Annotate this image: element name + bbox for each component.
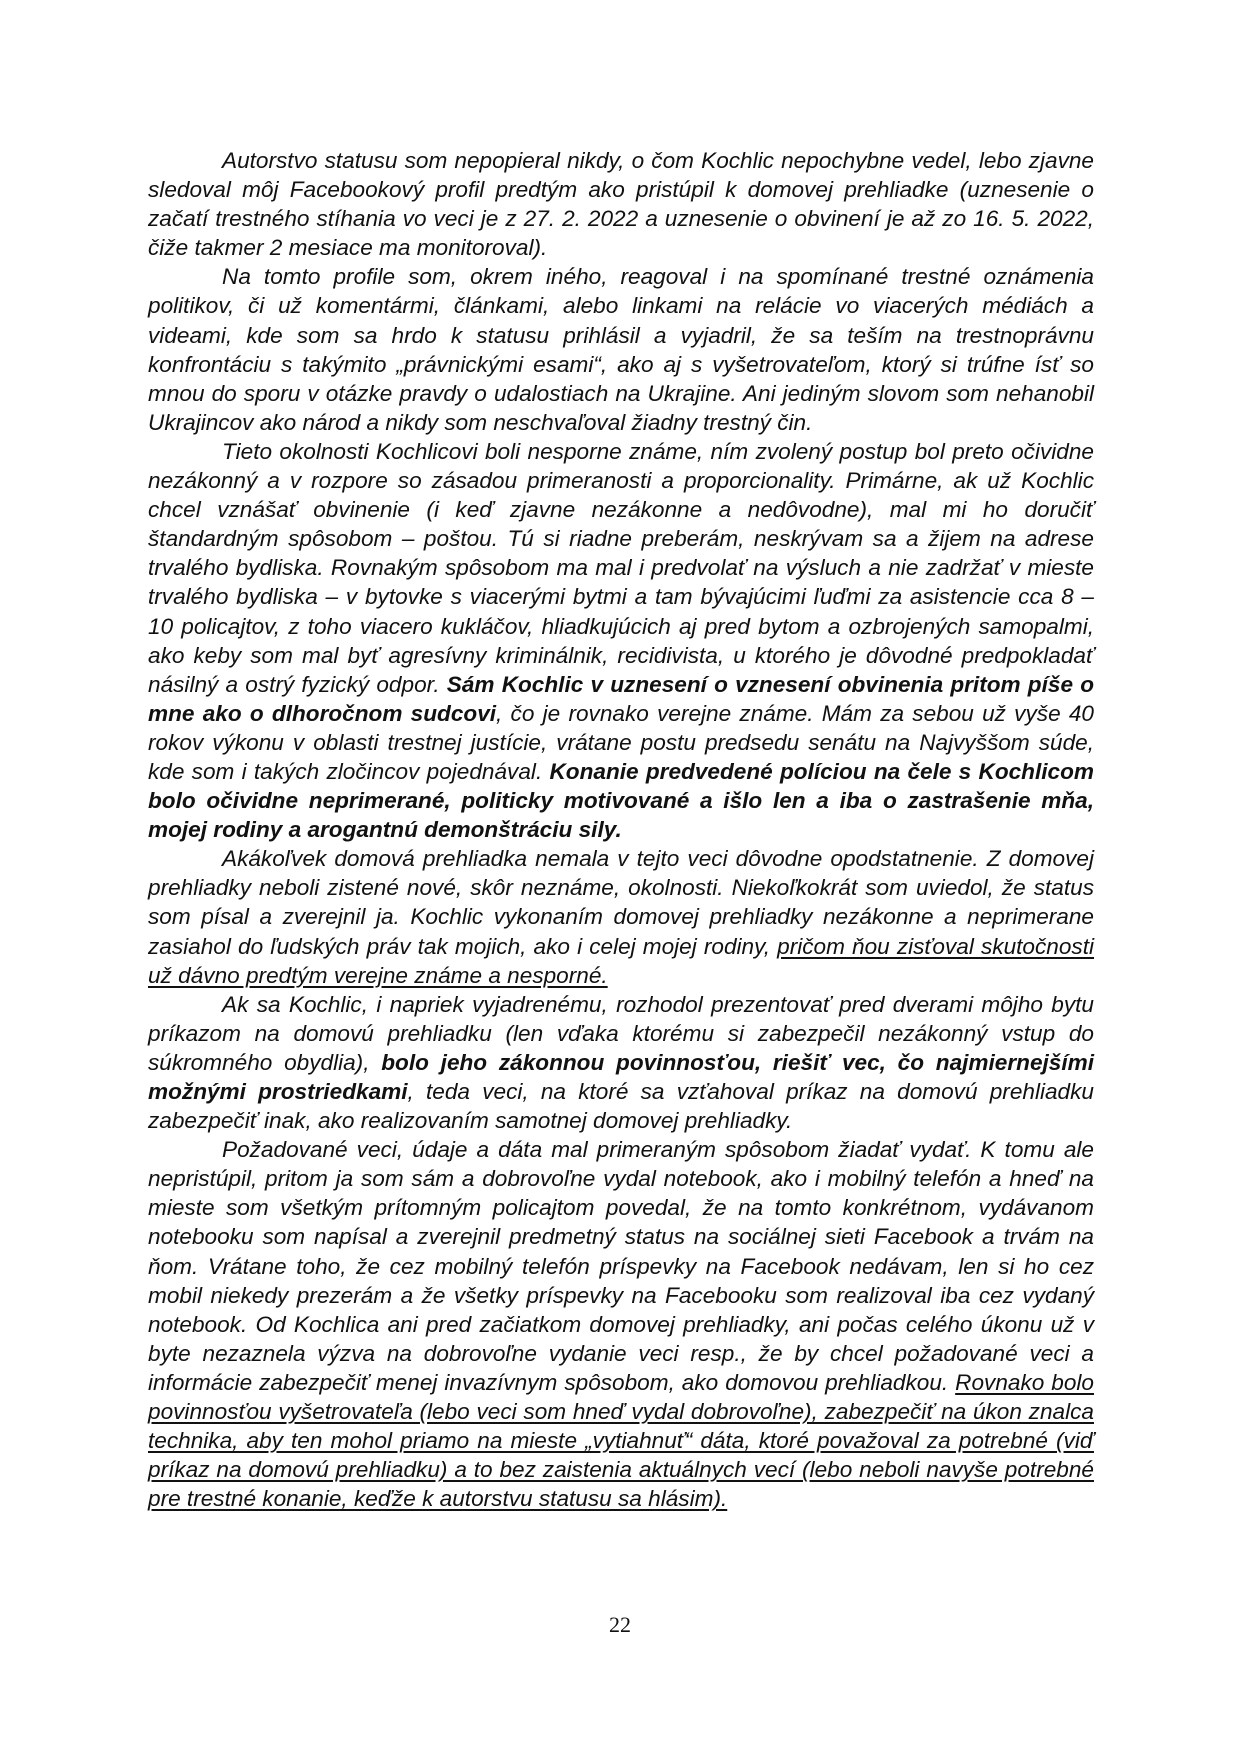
bold-emphasis: bolo jeho zákonnou povinnosťou, riešiť vec, čo najmiernejšími možnými prostriedkami [148, 1049, 1094, 1104]
paragraph-text: Požadované veci, údaje a dáta mal primeraným spôsobom žiadať vydať. K tomu ale nepristúpil, pritom ja som sám a dobrovoľne vydal notebook, ako i mobilný telefón a hneď na mieste som všetkým prítomným policajtom povedal, že na tomto konkrétnom, vydávanom notebooku som napísal a zverejnil predmetný status na sociálnej sieti Facebook a trvám na ňom. Vrátane toho, že cez mobilný telefón príspevky na Facebook nedávam, len si ho cez mobil niekedy prezerám a že všetky príspevky na Facebooku som realizoval iba cez vydaný notebook. Od Kochlica ani pred začiatkom domovej prehliadky, ani počas celého úkonu už v byte nezaznela výzva na dobrovoľne vydanie veci resp., že by chcel požadované veci a informácie zabezpečiť menej invazívnym spôsobom, ako domovou prehliadkou. [148, 1137, 1094, 1395]
paragraph-text: Tieto okolnosti Kochlicovi boli nesporne známe, ním zvolený postup bol preto očividne nezákonný a v rozpore so zásadou primeranosti a proporcionality. Primárne, ak už Kochlic chcel vznášať obvinenie (i keď zjavne nezákonne a nedôvodne), mal mi ho doručiť štandardným spôsobom – poštou. Tú si riadne preberám, neskrývam sa a žijem na adrese trvalého bydliska. Rovnakým spôsobom ma mal i predvolať na výsluch a nie zadržať v mieste trvalého bydliska – v bytovke s viacerými bytmi a tam bývajúcimi ľuďmi za asistencie cca 8 – 10 policajtov, z toho viacero kukláčov, hliadkujúcich aj pred bytom a ozbrojených samopalmi, ako keby som mal byť agresívny kriminálnik, recidivista, u ktorého je dôvodné predpokladať násilný a ostrý fyzický odpor. [148, 438, 1094, 697]
bold-emphasis: Sám Kochlic v uznesení o vznesení obvinenia pritom píše o mne ako o dlhoročnom sudcovi [148, 671, 1094, 726]
underlined-emphasis: pričom ňou zisťoval skutočnosti už dávno predtým verejne známe a nesporné. [148, 933, 1095, 988]
bold-emphasis: Konanie predvedené políciou na čele s Kochlicom bolo očividne neprimerané, politicky motivované a išlo len a iba o zastrašenie mňa, mojej rodiny a arogantnú demonštráciu sily. [148, 758, 1094, 843]
document-body [148, 146, 1094, 1513]
paragraph-5 [148, 990, 1094, 1135]
page-number: 22 [609, 1612, 631, 1637]
paragraph-3 [148, 437, 1094, 844]
paragraph-text: , čo je rovnako verejne známe. Mám za sebou už vyše 40 rokov výkonu v oblasti trestnej justície, vrátane postu predsedu senátu na Najvyššom súde, kde som i takých zločincov pojednával. [148, 700, 1094, 784]
paragraph-text: Ak sa Kochlic, i napriek vyjadrenému, rozhodol prezentovať pred dverami môjho bytu príkazom na domovú prehliadku (len vďaka ktorému si zabezpečil nezákonný vstup do súkromného obydlia), [148, 991, 1094, 1075]
paragraph-1 [148, 146, 1094, 262]
paragraph-4 [148, 844, 1094, 989]
paragraph-text: Na tomto profile som, okrem iného, reagoval i na spomínané trestné oznámenia politikov, či už komentármi, článkami, alebo linkami na relácie vo viacerých médiách a videami, kde som sa hrdo k statusu prihlásil a vyjadril, že sa teším na trestnoprávnu konfrontáciu s takýmito „právnickými esami“, ako aj s vyšetrovateľom, ktorý si trúfne ísť so mnou do sporu v otázke pravdy o udalostiach na Ukrajine. Ani jediným slovom som nehanobil Ukrajincov ako národ a nikdy som neschvaľoval žiadny trestný čin. [148, 264, 1094, 435]
paragraph-text: Akákoľvek domová prehliadka nemala v tejto veci dôvodne opodstatnenie. Z domovej prehliadky neboli zistené nové, skôr neznáme, okolnosti. Niekoľkokrát som uviedol, že status som písal a zverejnil ja. Kochlic vykonaním domovej prehliadky nezákonne a neprimerane zasiahol do ľudských práv tak mojich, ako i celej mojej rodiny, [148, 846, 1094, 959]
paragraph-2 [148, 262, 1094, 437]
paragraph-text: Autorstvo statusu som nepopieral nikdy, o čom Kochlic nepochybne vedel, lebo zjavne sledoval môj Facebookový profil predtým ako pristúpil k domovej prehliadke (uznesenie o začatí trestného stíhania vo veci je z 27. 2. 2022 a uznesenie o obvinení je až zo 16. 5. 2022, čiže takmer 2 mesiace ma monitoroval). [148, 148, 1094, 261]
paragraph-text: , teda veci, na ktoré sa vzťahoval príkaz na domovú prehliadku zabezpečiť inak, ako realizovaním samotnej domovej prehliadky. [148, 1079, 1094, 1134]
paragraph-6 [148, 1135, 1094, 1513]
underlined-emphasis: Rovnako bolo povinnosťou vyšetrovateľa (lebo veci som hneď vydal dobrovoľne), zabezpečiť na úkon znalca technika, aby ten mohol priamo na mieste „vytiahnuť“ dáta, ktoré považoval za potrebné (viď príkaz na domovú prehliadku) a to bez zaistenia aktuálnych vecí (lebo neboli navyše potrebné pre trestné konanie, keďže k autorstvu statusu sa hlásim). [148, 1369, 1095, 1512]
